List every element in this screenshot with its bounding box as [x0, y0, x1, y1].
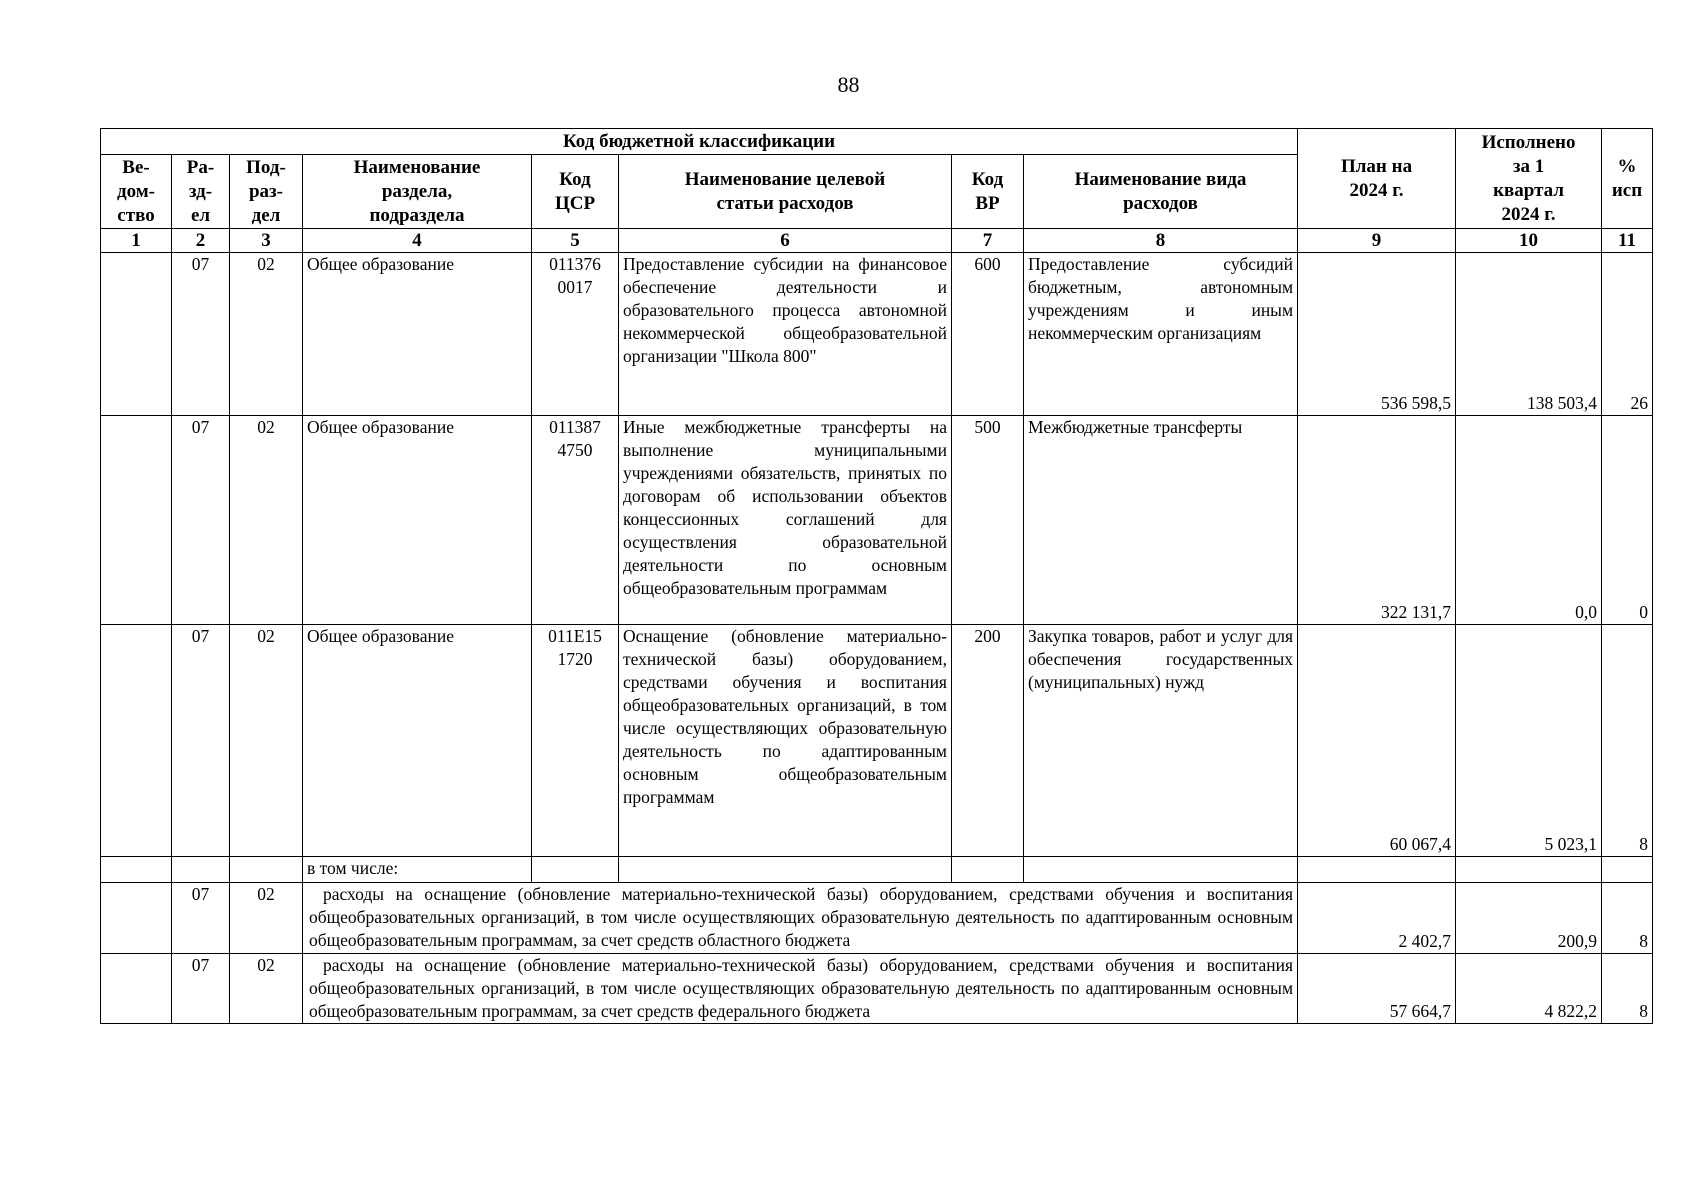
cell-empty [1456, 857, 1602, 883]
header-csr: Код ЦСР [532, 155, 619, 229]
cell-executed: 4 822,2 [1456, 954, 1602, 1024]
cell-target-name: Оснащение (обновление материально-технической базы) оборудованием, средствами обучения и воспитания общеобразовательных организаций, в том числе осуществляющих образовательную деятельность по адаптированным основным общеобразовательным программам [619, 625, 952, 857]
cell-vr-name: Предоставление субсидий бюджетным, автономным учреждениям и иным некоммерческим организациям [1024, 253, 1298, 416]
cell-vr: 200 [952, 625, 1024, 857]
cell-vedomstvo [101, 253, 172, 416]
cell-podrazdel: 02 [230, 954, 303, 1024]
cell-vr-name: Межбюджетные трансферты [1024, 416, 1298, 625]
cell-merged-description: расходы на оснащение (обновление материально-технической базы) оборудованием, средствами обучения и воспитания общеобразовательных организаций, в том числе осуществляющих образовательную деятельность по адаптированным основным общеобразовательным программам, за счет средств областного бюджета [303, 883, 1298, 954]
table-row-subheader [101, 857, 1653, 883]
table-row [101, 416, 1653, 625]
cell-empty [230, 857, 303, 883]
cell-plan: 322 131,7 [1298, 416, 1456, 625]
cell-plan: 57 664,7 [1298, 954, 1456, 1024]
column-number: 1 [101, 229, 172, 253]
cell-target-name: Иные межбюджетные трансферты на выполнение муниципальными учреждениями обязательств, принятых по договорам об использовании объектов концессионных соглашений для осуществления образовательной деятельности по основным общеобразовательным программам [619, 416, 952, 625]
cell-percent: 8 [1602, 883, 1653, 954]
column-number: 5 [532, 229, 619, 253]
cell-empty [101, 857, 172, 883]
column-number: 9 [1298, 229, 1456, 253]
cell-section-name: Общее образование [303, 625, 532, 857]
header-podrazdel: Под- раз- дел [230, 155, 303, 229]
cell-section-name: Общее образование [303, 416, 532, 625]
cell-vedomstvo [101, 625, 172, 857]
cell-plan: 60 067,4 [1298, 625, 1456, 857]
cell-csr: 011376 0017 [532, 253, 619, 416]
cell-percent: 8 [1602, 954, 1653, 1024]
column-number: 7 [952, 229, 1024, 253]
table-row [101, 253, 1653, 416]
cell-podrazdel: 02 [230, 883, 303, 954]
cell-vr: 600 [952, 253, 1024, 416]
header-razdel: Ра- зд- ел [172, 155, 230, 229]
cell-empty [172, 857, 230, 883]
cell-empty [952, 857, 1024, 883]
cell-empty [1602, 857, 1653, 883]
table-row [101, 883, 1653, 954]
cell-plan: 2 402,7 [1298, 883, 1456, 954]
header-plan: План на 2024 г. [1298, 129, 1456, 229]
header-vedomstvo: Ве- дом- ство [101, 155, 172, 229]
header-section-name: Наименование раздела, подраздела [303, 155, 532, 229]
cell-target-name: Предоставление субсидии на финансовое обеспечение деятельности и образовательного процесса автономной некоммерческой общеобразовательной организации "Школа 800" [619, 253, 952, 416]
cell-subheader: в том числе: [303, 857, 532, 883]
cell-section-name: Общее образование [303, 253, 532, 416]
cell-csr: 011387 4750 [532, 416, 619, 625]
header-vr: Код ВР [952, 155, 1024, 229]
header-percent: % исп [1602, 129, 1653, 229]
column-number: 11 [1602, 229, 1653, 253]
cell-empty [1298, 857, 1456, 883]
table-row [101, 625, 1653, 857]
cell-razdel: 07 [172, 253, 230, 416]
column-number: 6 [619, 229, 952, 253]
cell-razdel: 07 [172, 625, 230, 857]
cell-percent: 8 [1602, 625, 1653, 857]
cell-empty [532, 857, 619, 883]
page-number: 88 [837, 72, 860, 97]
cell-podrazdel: 02 [230, 625, 303, 857]
cell-merged-description: расходы на оснащение (обновление материально-технической базы) оборудованием, средствами обучения и воспитания общеобразовательных организаций, в том числе осуществляющих образовательную деятельность по адаптированным основным общеобразовательным программам, за счет средств федерального бюджета [303, 954, 1298, 1024]
cell-vr: 500 [952, 416, 1024, 625]
cell-podrazdel: 02 [230, 416, 303, 625]
cell-vedomstvo [101, 416, 172, 625]
cell-empty [619, 857, 952, 883]
cell-percent: 0 [1602, 416, 1653, 625]
cell-empty [1024, 857, 1298, 883]
header-vr-name: Наименование вида расходов [1024, 155, 1298, 229]
cell-podrazdel: 02 [230, 253, 303, 416]
cell-vr-name: Закупка товаров, работ и услуг для обеспечения государственных (муниципальных) нужд [1024, 625, 1298, 857]
cell-percent: 26 [1602, 253, 1653, 416]
cell-razdel: 07 [172, 954, 230, 1024]
column-number: 2 [172, 229, 230, 253]
column-number: 10 [1456, 229, 1602, 253]
table-row [101, 954, 1653, 1024]
cell-executed: 5 023,1 [1456, 625, 1602, 857]
cell-executed: 200,9 [1456, 883, 1602, 954]
cell-executed: 0,0 [1456, 416, 1602, 625]
header-executed: Исполнено за 1 квартал 2024 г. [1456, 129, 1602, 229]
cell-executed: 138 503,4 [1456, 253, 1602, 416]
column-number: 8 [1024, 229, 1298, 253]
budget-table [100, 128, 1653, 1024]
cell-empty [101, 954, 172, 1024]
cell-razdel: 07 [172, 883, 230, 954]
column-number: 4 [303, 229, 532, 253]
cell-empty [101, 883, 172, 954]
header-target-name: Наименование целевой статьи расходов [619, 155, 952, 229]
header-group-budget-classification: Код бюджетной классификации [101, 129, 1298, 155]
cell-razdel: 07 [172, 416, 230, 625]
cell-csr: 011E15 1720 [532, 625, 619, 857]
cell-plan: 536 598,5 [1298, 253, 1456, 416]
column-number: 3 [230, 229, 303, 253]
